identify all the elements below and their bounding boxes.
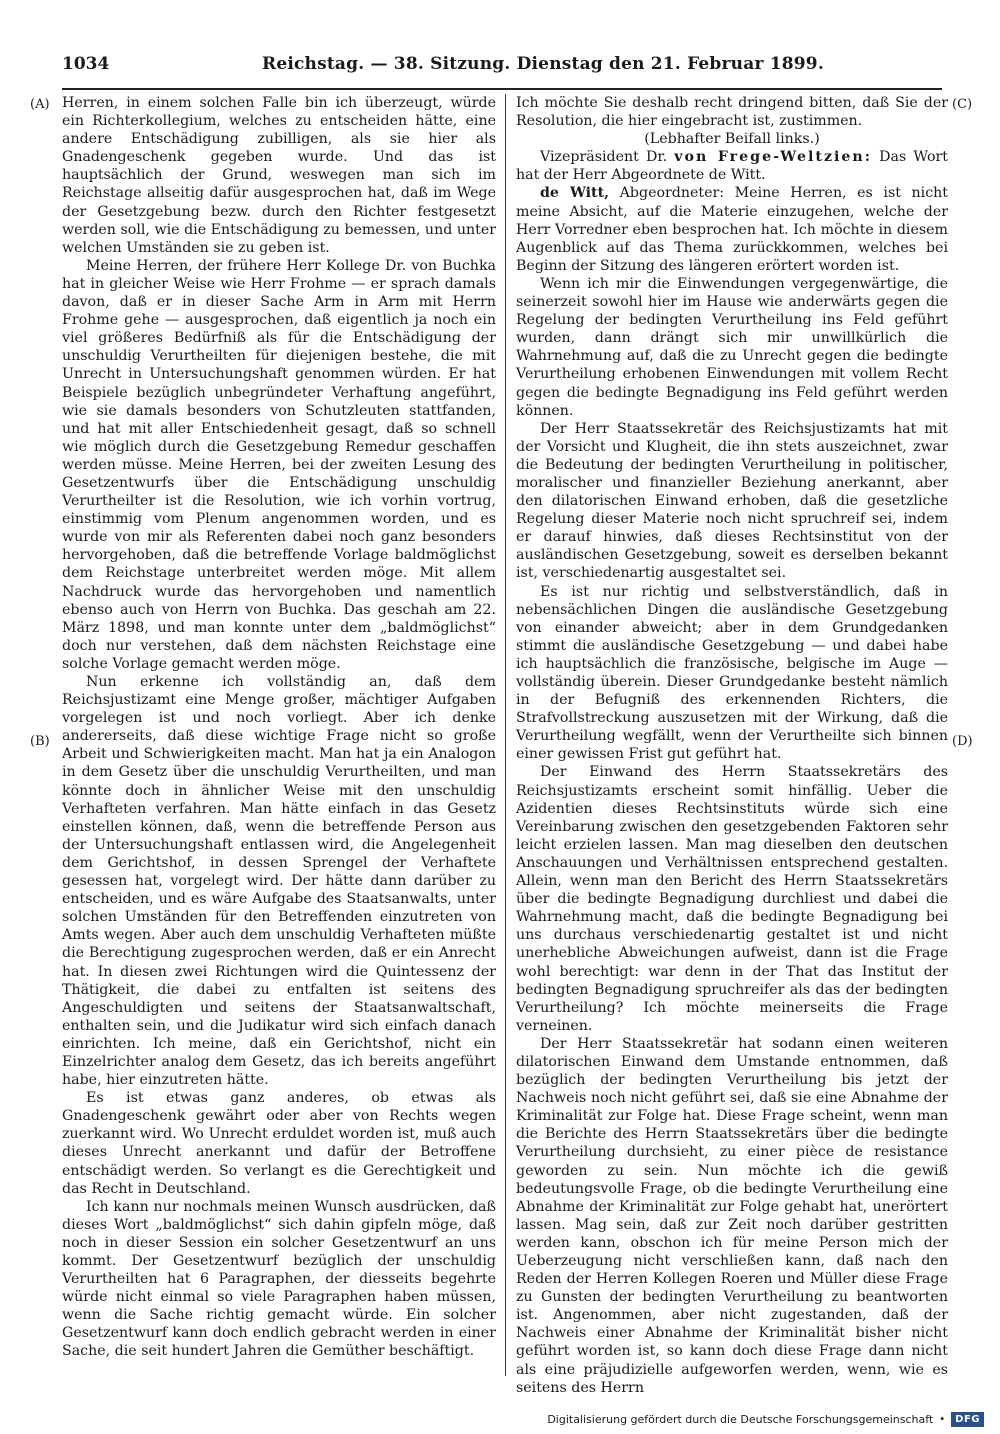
paragraph: Der Einwand des Herrn Staatssekretärs des Reichsjustizamts erscheint somit hinfällig. Ueber die Azidentien dieses Rechtsinstituts würde sich eine Vereinbarung zwischen den gesetzgebenden Faktoren sehr leicht erzielen lassen. Man mag dieselben den deutschen Anschauungen und Verhältnissen entsprechend gestalten. Allein, wenn man den Bericht des Herrn Staatssekretärs über die bedingte Begnadigung durchliest und dabei die Wahrnehmung macht, daß die bedingte Begnadigung bei uns durchaus verschiedenartig gestaltet ist und nicht unerhebliche Abweichungen aufweist, dann ist die Frage wohl berechtigt: war denn in der That das Institut der bedingten Begnadigung spruchreifer als das der bedingten Verurtheilung? Ich möchte meinerseits die Frage verneinen. <box>516 764 948 1034</box>
vp-title: Vizepräsident Dr. <box>540 149 668 166</box>
left-column <box>62 94 496 1376</box>
paragraph: Es ist nur richtig und selbstverständlich, daß in nebensächlichen Dingen die ausländische Gesetzgebung von einander abweicht; aber in dem Grundgedanken stimmt die ausländische Gesetzgebung — und dabei habe ich hauptsächlich die französische, belgische im Auge — vollständig überein. Dieser Grundgedanke besteht nämlich in der Befugniß des erkennenden Richters, die Strafvollstreckung auszusetzen mit der Wirkung, daß die Verurtheilung wegfällt, wenn der Verurtheilte sich binnen einer gewissen Frist gut geführt hat. <box>516 583 948 763</box>
speaker-intro-vp <box>516 148 948 184</box>
footer <box>547 1408 984 1430</box>
paragraph: Es ist etwas ganz anderes, ob etwas als Gnadengeschenk gewährt oder aber von Rechts wegen zuerkannt wird. Wo Unrecht erduldet worden ist, muß auch dieses Unrecht anerkannt und dafür der Betroffene entschädigt werden. So verlangt es die Gerechtigkeit und das Recht in Deutschland. <box>62 1090 496 1197</box>
vp-text: Das Wort hat der Herr Abgeordnete de Witt. <box>516 149 949 184</box>
paragraph: Wenn ich mir die Einwendungen vergegenwärtige, die seinerzeit sowohl hier im Hause wie anderwärts gegen die Regelung der bedingten Verurtheilung ins Feld geführt wurden, dann drängt sich mir unwillkürlich die Wahrnehmung auf, daß die zu Unrecht gegen die bedingte Verurtheilung erhobenen Einwendungen mit vollem Recht gegen die bedingte Begnadigung ins Feld geführt werden können. <box>516 275 948 419</box>
page-number: 1034 <box>62 54 110 74</box>
page-header <box>62 54 940 82</box>
margin-marker-b: (B) <box>30 734 50 749</box>
paragraph: Der Herr Staatssekretär hat sodann einen weiteren dilatorischen Einwand dem Umstande entnommen, daß bezüglich der bedingten Verurtheilung bis jetzt der Nachweis noch nicht geführt sei, daß sie eine Abnahme der Kriminalität zur Folge hat. Diese Frage scheint, wenn man die Berichte des Herrn Staatssekretärs über die bedingte Verurtheilung durchsieht, zu einer pièce de resistance geworden zu sein. Nun möchte ich die gewiß bedeutungsvolle Frage, ob die bedingte Verurtheilung eine Abnahme der Kriminalität zur Folge gehabt hat, unerörtert lassen. Mag sein, daß zur Zeit noch darüber gestritten werden kann, obschon ich für meine Person mich der Ueberzeugung nicht verschließen kann, daß nach den Reden der Herren Kollegen Roeren und Müller diese Frage zu Gunsten der bedingten Verurtheilung zu beantworten ist. Angenommen, aber nicht zugestanden, daß der Nachweis einer Abnahme der Kriminalität bisher nicht geführt worden ist, so kann doch diese Frage dann nicht als eine präjudizielle aufgeworfen werden, wenn, wie es seitens des Herrn <box>516 1035 948 1396</box>
applause-note: (Lebhafter Beifall links.) <box>644 131 820 148</box>
right-column <box>516 94 949 1396</box>
bullet-icon: • <box>939 1413 946 1425</box>
speaker-text: Meine Herren, es ist nicht meine Absicht, auf die Materie einzugehen, welche der Herr Vorredner eben besprochen hat. Ich möchte in diesem Augenblick auf das Thema zurückkommen, welches bei Beginn der Sitzung des längeren erörtert worden ist. <box>516 185 948 274</box>
paragraph: Der Herr Staatssekretär des Reichsjustizamts hat mit der Vorsicht und Klugheit, die ihn stets auszeichnet, zwar die Bedeutung der bedingten Verurtheilung in politischer, moralischer und finanzieller Beziehung anerkannt, aber den dilatorischen Einwand erhoben, daß die gesetzliche Regelung dieser Materie noch nicht spruchreif sei, indem er darauf hinwies, daß dieses Rechtsinstitut von der ausländischen Gesetzgebung, soweit es derselben bekannt ist, verschiedenartig ausgestaltet sei. <box>516 420 948 582</box>
header-rule <box>62 88 942 90</box>
margin-marker-c: (C) <box>952 97 973 112</box>
paragraph: Nun erkenne ich vollständig an, daß dem Reichsjustizamt eine Menge großer, mächtiger Aufgaben vorgelegen ist und noch vorliegt. Aber ich denke andererseits, daß diese wichtige Frage nicht so große Arbeit und Schwierigkeiten macht. Man hat ja ein Analogon in dem Gesetz über die unschuldig Verurtheilten, und man könnte doch in ähnlicher Weise mit den unschuldig Verhafteten verfahren. Man hätte einfach in das Gesetz einstellen können, daß, wenn die betreffende Person aus der Untersuchungshaft entlassen wird, die Angelegenheit dem Gerichtshof, in dessen Sprengel der Verhaftete gesessen hat, vorgelegt wird. Der hätte dann darüber zu entscheiden, und es wäre Aufgabe des Staatsanwalts, unter solchen Umständen für den Betreffenden einzutreten von Amts wegen. Aber auch dem unschuldig Verhafteten müßte die Berechtigung zugesprochen werden, daß er ein Anrecht hat. In diesen zwei Richtungen wird die Quintessenz der Thätigkeit, die dabei zu entfalten ist seitens des Angeschuldigten und seitens der Staatsanwaltschaft, enthalten sein, und die Judikatur wird sich einfach danach einrichten. Ich meine, daß ein Gerichtshof, nicht ein Einzelrichter analog dem Gesetz, das ich bereits angeführt habe, hier einzutreten hätte. <box>62 674 496 1089</box>
speaker-role: Abgeordneter: <box>619 185 725 202</box>
dfg-logo: DFG <box>951 1412 984 1427</box>
paragraph: Ich kann nur nochmals meinen Wunsch ausdrücken, daß dieses Wort „baldmöglichst“ sich dahin gipfeln möge, daß noch in dieser Session ein solcher Gesetzentwurf an uns kommt. Der Gesetzentwurf bezüglich der unschuldig Verurtheilten hat 6 Paragraphen, der diesseits begehrte würde nicht einmal so viele Paragraphen haben müssen, wenn die Sache richtig gemacht würde. Ein solcher Gesetzentwurf kann doch endlich gebracht werden in einer Sache, die seit hundert Jahren die Gemüther beschäftigt. <box>62 1198 496 1360</box>
vp-name: von Frege-Weltzien: <box>674 149 872 166</box>
column-separator <box>505 94 506 1376</box>
paragraph: Ich möchte Sie deshalb recht dringend bitten, daß Sie der Resolution, die hier eingebracht ist, zustimmen. <box>516 95 948 130</box>
margin-marker-a: (A) <box>30 97 50 112</box>
paragraph: Meine Herren, der frühere Herr Kollege Dr. von Buchka hat in gleicher Weise wie Herr Frohme — er sprach damals davon, daß er in dieser Sache Arm in Arm mit Herrn Frohme gehe — ausgesprochen, daß eigentlich ja noch ein viel größeres Bedürfniß als für die Entschädigung der unschuldig Verurtheilten für diejenigen bestehe, die mit Unrecht in Untersuchungshaft genommen würden. Er hat Beispiele bezüglich unbegründeter Verhaftung angeführt, wie sie damals besonders von Schutzleuten stattfanden, und hat mit aller Entschiedenheit gesagt, daß so schnell wie möglich durch die Gesetzgebung Remedur geschaffen werden müsse. Meine Herren, bei der zweiten Lesung des Gesetzentwurfs über die Entschädigung unschuldig Verurtheilter ist die Resolution, wie ich vorhin vortrug, einstimmig vom Plenum angenommen worden, und es wurde von mir als Referenten dabei noch ganz besonders hervorgehoben, daß die betreffende Vorlage baldmöglichst dem Reichstage unterbreitet werden möge. Mit allem Nachdruck wurde das hervorgehoben und namentlich ebenso auch von Herrn von Buchka. Das geschah am 22. März 1898, und man konnte unter dem „baldmöglichst“ doch nur verstehen, daß dem nächsten Reichstage eine solche Vorlage gemacht werden möge. <box>62 257 496 672</box>
paragraph: Herren, in einem solchen Falle bin ich überzeugt, würde ein Richterkollegium, welches zu entscheiden hätte, eine andere Entschädigung zubilligen, als sie hier als Gnadengeschenk gegeben wurde. Und das ist hauptsächlich der Grund, weswegen man sich im Reichstage allseitig dafür ausgesprochen hat, daß im Wege der Gesetzgebung bezw. durch den Richter festgesetzt werden soll, wie die Entschädigung zu bemessen, und unter welchen Umständen sie zu geben ist. <box>62 95 496 256</box>
margin-marker-d: (D) <box>952 734 973 749</box>
running-head: Reichstag. — 38. Sitzung. Dienstag den 21. Februar 1899. <box>262 54 824 74</box>
speaker-intro <box>516 184 948 274</box>
speaker-name: de Witt, <box>540 185 610 202</box>
footer-text: Digitalisierung gefördert durch die Deutsche Forschungsgemeinschaft <box>547 1412 934 1426</box>
